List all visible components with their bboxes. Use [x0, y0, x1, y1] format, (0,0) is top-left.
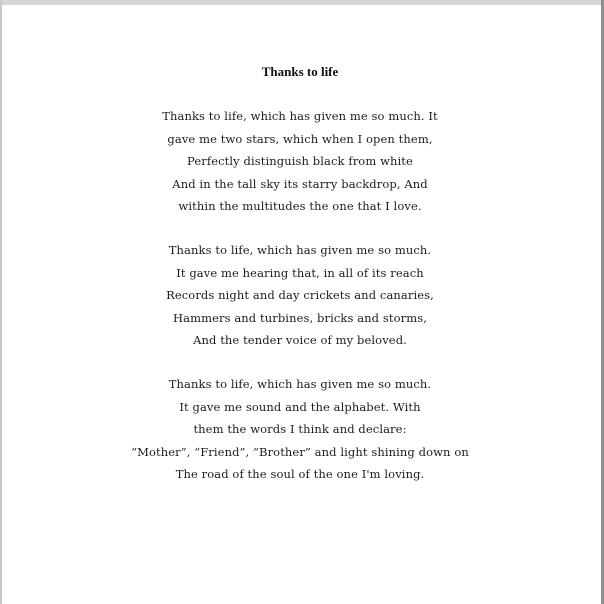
- poem-title: Thanks to life: [261, 64, 339, 79]
- stanza-3: [0, 375, 600, 488]
- top-border: [0, 0, 604, 5]
- poem-line: And in the tall sky its starry backdrop, And: [172, 176, 428, 191]
- poem-line: “Mother”, “Friend”, “Brother” and light shining down on: [131, 444, 469, 459]
- poem-line: The road of the soul of the one I'm loving.: [175, 467, 425, 481]
- poem-line: Thanks to life, which has given me so much.: [168, 377, 432, 391]
- poem-line: Records night and day crickets and canaries,: [166, 288, 434, 302]
- poem-line: Thanks to life, which has given me so much. It: [162, 109, 438, 123]
- stanza-1: [0, 107, 600, 220]
- poem-line: And the tender voice of my beloved.: [193, 333, 407, 347]
- poem-line: Thanks to life, which has given me so much.: [168, 243, 432, 257]
- poem-line: It gave me sound and the alphabet. With: [179, 399, 421, 414]
- poem-line: Perfectly distinguish black from white: [187, 154, 413, 168]
- poem-line: within the multitudes the one that I love.: [178, 199, 422, 213]
- poem-line: them the words I think and declare:: [193, 422, 407, 436]
- poem-line: Hammers and turbines, bricks and storms,: [172, 310, 427, 325]
- poem-line: gave me two stars, which when I open them,: [167, 131, 433, 146]
- poem-line: It gave me hearing that, in all of its reach: [176, 265, 424, 280]
- stanza-2: [0, 241, 600, 354]
